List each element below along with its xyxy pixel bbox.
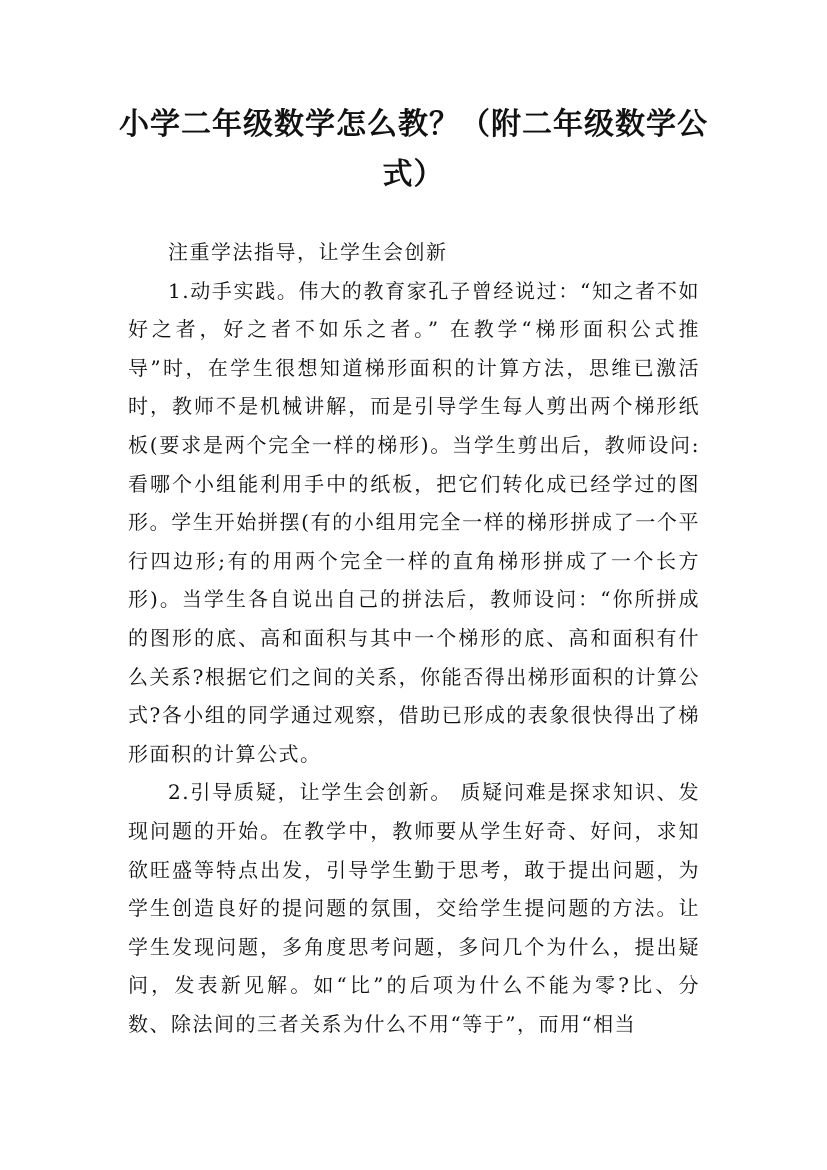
- document-title: 小学二年级数学怎么教？（附二年级数学公式）: [119, 107, 708, 192]
- paragraph-hands-on-practice: 1.动手实践。伟大的教育家孔子曾经说过：“知之者不如好之者，好之者不如乐之者。” 在教学“梯形面积公式推导”时，在学生很想知道梯形面积的计算方法，思维已激活时，教师不是机械讲解，而是引导学生每人剪出两个梯形纸板(要求是两个完全一样的梯形)。当学生剪出后，教师设问:看哪个小组能利用手中的纸板，把它们转化成已经学过的图形。学生开始拼摆(有的小组用完全一样的梯形拼成了一个平行四边形;有的用两个完全一样的直角梯形拼成了一个长方形)。当学生各自说出自己的拼法后，教师设问：“你所拼成的图形的底、高和面积与其中一个梯形的底、高和面积有什么关系?根据它们之间的关系，你能否得出梯形面积的计算公式?各小组的同学通过观察，借助已形成的表象很快得出了梯形面积的计算公式。: [128, 278, 700, 766]
- paragraph-guided-questioning: 2.引导质疑，让学生会创新。 质疑问难是探求知识、发现问题的开始。在教学中，教师要从学生好奇、好问，求知欲旺盛等特点出发，引导学生勤于思考，敢于提出问题，为学生创造良好的提问题的氛围，交给学生提问题的方法。让学生发现问题，多角度思考问题，多问几个为什么，提出疑问，发表新见解。如“比”的后项为什么不能为零?比、分数、除法间的三者关系为什么不用“等于”，而用“相当: [128, 780, 700, 1036]
- section-heading: 注重学法指导，让学生会创新: [168, 240, 448, 264]
- document-body: [128, 233, 700, 1043]
